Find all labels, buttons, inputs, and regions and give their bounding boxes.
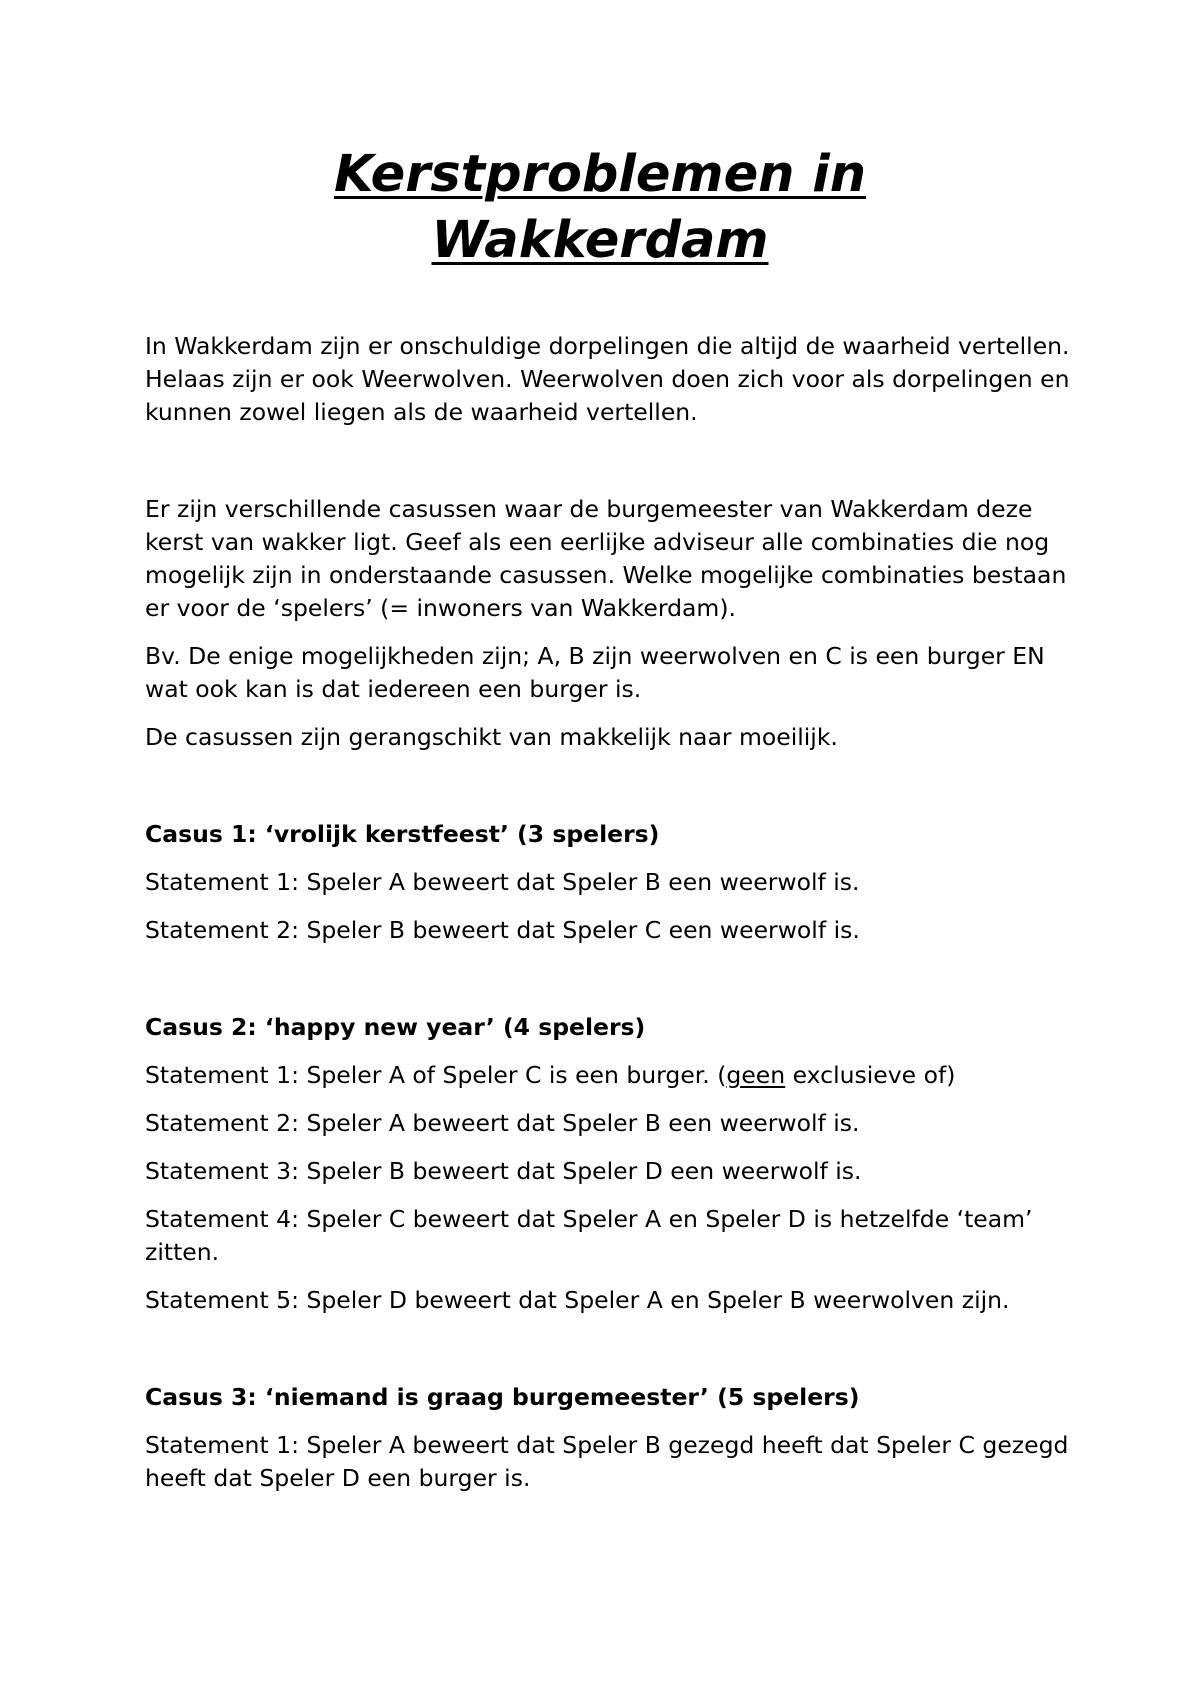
title-line-2: Wakkerdam (431, 211, 769, 270)
case-2-statement-5: Statement 5: Speler D beweert dat Speler A en Speler B weerwolven zijn. (145, 1286, 1010, 1314)
case-1-statement-2: Statement 2: Speler B beweert dat Speler C een weerwolf is. (145, 916, 860, 944)
case-1-heading: Casus 1: ‘vrolijk kerstfeest’ (3 spelers) (145, 820, 660, 848)
example-paragraph: Bv. De enige mogelijkheden zijn; A, B zijn weerwolven en C is een burger EN wat ook kan is dat iedereen een burger is. (145, 642, 1045, 703)
case-2-statement-1-tail: exclusieve of) (785, 1061, 956, 1089)
title-line-1: Kerstproblemen in (333, 145, 867, 204)
case-3-heading: Casus 3: ‘niemand is graag burgemeester’ (5 spelers) (145, 1383, 860, 1411)
case-2-heading: Casus 2: ‘happy new year’ (4 spelers) (145, 1013, 646, 1041)
case-3-statement-1: Statement 1: Speler A beweert dat Speler B gezegd heeft dat Speler C gezegd heeft dat Speler D een burger is. (145, 1431, 1069, 1492)
case-2-statement-4: Statement 4: Speler C beweert dat Speler A en Speler D is hetzelfde ‘team’ zitten. (145, 1205, 1033, 1266)
intro-paragraph: In Wakkerdam zijn er onschuldige dorpelingen die altijd de waarheid vertellen. Helaas zijn er ook Weerwolven. Weerwolven doen zich voor als dorpelingen en kunnen zowel liegen als de waarheid vertellen. (145, 332, 1070, 426)
case-2-statement-1 (145, 1059, 1080, 1092)
case-2-statement-1-emphasis: geen (726, 1061, 786, 1089)
document-title (145, 142, 1055, 274)
case-2-statement-3: Statement 3: Speler B beweert dat Speler D een weerwolf is. (145, 1157, 862, 1185)
case-2-statement-2: Statement 2: Speler A beweert dat Speler B een weerwolf is. (145, 1109, 860, 1137)
case-2-statement-1-text: Statement 1: Speler A of Speler C is een burger. ( (145, 1061, 727, 1089)
ordering-paragraph: De casussen zijn gerangschikt van makkelijk naar moeilijk. (145, 723, 838, 751)
description-paragraph: Er zijn verschillende casussen waar de burgemeester van Wakkerdam deze kerst van wakker ligt. Geef als een eerlijke adviseur alle combinaties die nog mogelijk zijn in onderstaande casussen. Welke mogelijke combinaties bestaan er voor de ‘spelers’ (= inwoners van Wakkerdam). (145, 495, 1067, 622)
case-1-statement-1: Statement 1: Speler A beweert dat Speler B een weerwolf is. (145, 868, 860, 896)
document-body (145, 330, 1080, 1495)
